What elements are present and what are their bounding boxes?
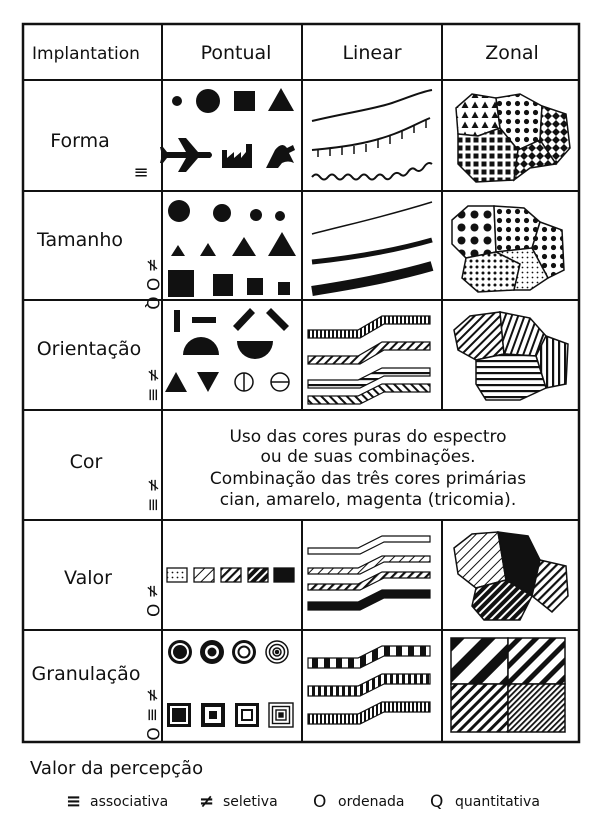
- row-label-forma: Forma: [50, 130, 110, 152]
- square-symbol: [234, 91, 255, 111]
- legend-symbol-quantitativa: Q: [430, 792, 444, 812]
- valor-zonal: [454, 532, 568, 620]
- triangle-down: [197, 372, 219, 392]
- legend-label-quantitativa: quantitativa: [455, 794, 540, 810]
- grain-band-medium: [308, 674, 430, 696]
- grain-zone-fine: [451, 684, 508, 732]
- grain-circle-4: [266, 641, 288, 663]
- mine-icon: [266, 145, 295, 168]
- band-vertical: [308, 316, 430, 338]
- factory-icon: [222, 144, 252, 168]
- circle-symbol: [196, 89, 220, 113]
- header-zonal: Zonal: [485, 42, 539, 64]
- zone-light: [454, 532, 506, 588]
- bar-diagonal-left: [233, 308, 255, 331]
- bar-diagonal-right: [266, 308, 289, 331]
- forma-zonal: [456, 94, 570, 182]
- bar-vertical: [174, 310, 180, 332]
- row-label-tamanho: Tamanho: [37, 229, 123, 251]
- dot-symbol: [172, 96, 182, 106]
- square-xl: [168, 270, 194, 297]
- grain-zone-finest: [508, 684, 565, 732]
- grain-circle-1: [168, 640, 192, 664]
- legend-symbol-seletiva: ≠: [199, 791, 215, 812]
- circle-vertical-bar: [235, 373, 253, 391]
- circle-m: [250, 209, 262, 221]
- line-thin: [312, 202, 432, 234]
- grain-circle-2: [200, 640, 224, 664]
- row-code-forma: ≡: [133, 162, 149, 183]
- header-pontual: Pontual: [200, 42, 272, 64]
- bar-horizontal: [192, 317, 216, 323]
- plain-line: [312, 90, 432, 121]
- zone-big-dots: [452, 206, 496, 258]
- square-l: [213, 274, 233, 296]
- grain-band-fine: [308, 702, 430, 724]
- forma-linear: [312, 90, 432, 180]
- circle-s: [275, 211, 285, 221]
- valor-pontual: [167, 568, 294, 582]
- grain-square-3: [235, 703, 259, 727]
- band-medium: [308, 572, 430, 590]
- cor-text-line-1: Uso das cores puras do espectro: [229, 427, 507, 447]
- wavy-line: [312, 163, 432, 180]
- triangle-up: [165, 372, 187, 392]
- orientacao-zonal: [454, 312, 568, 400]
- triangle-m: [200, 243, 216, 256]
- half-circle-down: [237, 341, 273, 359]
- band-light: [308, 556, 430, 574]
- legend-symbol-ordenada: O: [313, 792, 327, 812]
- header-implantation: Implantation: [32, 44, 140, 64]
- zone-diag-a: [454, 312, 504, 360]
- grain-zone-coarse: [451, 638, 508, 684]
- cor-text-line-4: cian, amarelo, magenta (tricomia).: [219, 490, 517, 510]
- triangle-s: [171, 245, 185, 256]
- band-diagonal: [308, 342, 430, 364]
- value-swatch-1: [167, 568, 187, 582]
- square-s: [278, 282, 290, 295]
- legend-label-seletiva: seletiva: [223, 794, 278, 810]
- legend-label-ordenada: ordenada: [338, 794, 405, 810]
- row-label-granulacao: Granulação: [31, 663, 141, 685]
- row-label-valor: Valor: [64, 567, 112, 589]
- zone-horizontal: [476, 354, 546, 400]
- value-swatch-4: [248, 568, 268, 582]
- granulacao-zonal: [451, 638, 565, 732]
- square-m: [247, 278, 263, 295]
- row-code-granulacao: ≠ ≡ O: [142, 688, 162, 741]
- band-black: [308, 590, 430, 610]
- circle-xl: [168, 200, 190, 222]
- row-code-cor: ≠ ≡: [143, 478, 163, 512]
- row-label-cor: Cor: [69, 451, 103, 473]
- line-medium: [312, 240, 432, 262]
- legend-symbol-associativa: ≡: [66, 791, 82, 812]
- tamanho-zonal: [452, 206, 564, 292]
- cor-text-line-3: Combinação das três cores primárias: [209, 469, 527, 489]
- tamanho-pontual: [168, 200, 296, 297]
- grain-square-4: [269, 703, 293, 727]
- grain-square-2: [201, 703, 225, 727]
- orientacao-linear: [308, 316, 430, 404]
- row-code-tamanho: ≠ O Q: [142, 258, 162, 310]
- row-code-valor: ≠ O: [142, 584, 162, 618]
- granulacao-linear: [308, 646, 430, 724]
- band-white: [308, 536, 430, 554]
- legend-label-associativa: associativa: [90, 794, 169, 810]
- tamanho-linear: [312, 202, 432, 291]
- forma-pontual: [160, 88, 295, 172]
- row-code-orientacao: ≠ ≡: [143, 368, 163, 402]
- triangle-l: [232, 237, 256, 256]
- triangle-symbol: [268, 88, 294, 111]
- value-swatch-2: [194, 568, 214, 582]
- value-swatch-3: [221, 568, 241, 582]
- value-swatch-5: [274, 568, 294, 582]
- line-thick: [312, 266, 432, 291]
- legend-title: Valor da percepção: [30, 758, 204, 779]
- airplane-icon: [160, 138, 212, 172]
- circle-horizontal-bar: [271, 373, 289, 391]
- line-ticks: [318, 120, 426, 157]
- header-linear: Linear: [342, 42, 402, 64]
- half-circle-up: [183, 337, 219, 355]
- legend-items: [66, 791, 540, 812]
- grain-band-coarse: [308, 646, 430, 668]
- triangle-xl: [268, 232, 296, 256]
- circle-l: [213, 204, 231, 222]
- orientacao-pontual: [165, 308, 289, 392]
- granulacao-pontual: [167, 640, 293, 727]
- ticked-line: [312, 118, 430, 150]
- grain-square-1: [167, 703, 191, 727]
- row-label-orientacao: Orientação: [36, 338, 142, 360]
- valor-linear: [308, 536, 430, 610]
- grain-circle-3: [232, 640, 256, 664]
- grain-zone-medium: [508, 638, 565, 684]
- cor-text-line-2: ou de suas combinações.: [260, 447, 476, 467]
